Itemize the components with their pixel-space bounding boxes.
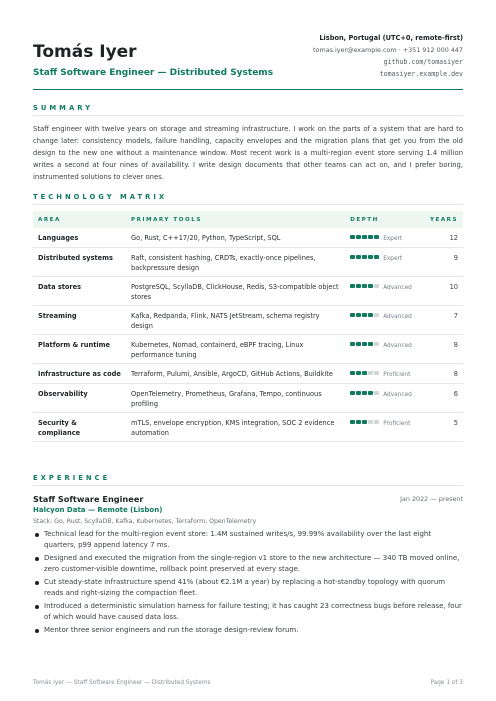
job-company: Halcyon Data — Remote (Lisbon) xyxy=(33,506,163,514)
table-row xyxy=(33,384,463,413)
github-link[interactable]: github.com/tomasiyer xyxy=(383,58,463,66)
summary-section-heading xyxy=(33,104,463,116)
years-cell: 6 xyxy=(425,384,463,413)
depth-meter xyxy=(350,368,380,378)
depth-dot xyxy=(362,235,367,239)
area-cell: Languages xyxy=(33,228,126,248)
depth-dot xyxy=(350,420,355,424)
depth-dot xyxy=(356,391,361,395)
column-header-depth: DEPTH xyxy=(345,211,425,228)
job-bullet: Technical lead for the multi-region event store: 1.4M sustained writes/s, 99.99% availability over the last eight quarters, p99 append latency 7 ms. xyxy=(33,529,463,551)
technology-matrix-body xyxy=(33,228,463,442)
footer-name: Tomás Iyer — Staff Software Engineer — Distributed Systems xyxy=(33,680,211,686)
depth-meter xyxy=(350,281,380,291)
depth-dot xyxy=(362,420,367,424)
table-row xyxy=(33,364,463,384)
depth-dot xyxy=(350,342,355,346)
depth-dot xyxy=(374,284,379,288)
area-cell: Observability xyxy=(33,384,126,413)
depth-dot xyxy=(368,391,373,395)
tech-heading: TECHNOLOGY MATRIX xyxy=(33,193,168,201)
years-cell: 7 xyxy=(425,306,463,335)
area-cell: Distributed systems xyxy=(33,248,126,277)
depth-cell xyxy=(345,335,425,364)
depth-dot xyxy=(356,235,361,239)
depth-dot xyxy=(350,255,355,259)
depth-dot xyxy=(368,371,373,375)
table-row xyxy=(33,306,463,335)
years-cell: 8 xyxy=(425,335,463,364)
depth-dot xyxy=(368,255,373,259)
depth-dot xyxy=(356,342,361,346)
section-divider xyxy=(33,204,463,205)
column-header-years: YEARS xyxy=(425,211,463,228)
depth-dot xyxy=(356,420,361,424)
depth-level: Advanced xyxy=(383,392,412,398)
job-title: Staff Software Engineer xyxy=(33,494,144,504)
depth-meter xyxy=(350,252,380,262)
job-stack: Stack: Go, Rust, ScyllaDB, Kafka, Kubernetes, Terraform, OpenTelemetry xyxy=(33,518,257,525)
depth-dot xyxy=(350,313,355,317)
area-cell: Security & compliance xyxy=(33,413,126,442)
table-row xyxy=(33,335,463,364)
job-entry xyxy=(33,494,463,638)
depth-dot xyxy=(350,235,355,239)
depth-level: Proficient xyxy=(383,372,411,378)
table-row xyxy=(33,413,463,442)
depth-dot xyxy=(350,391,355,395)
depth-meter xyxy=(350,310,380,320)
summary-text: Staff engineer with twelve years on storage and streaming infrastructure. I work on the parts of a system that are hard to change later: consistency models, failure handling, capacity envelopes and the migration plans that get you from the old design to the new one without a maintenance window. Most recent work is a multi-region event store serving 1.4 million writes a second at four nines of availability. I write design documents that other teams can act on, and I prefer boring, instrumented solutions to clever ones. xyxy=(33,125,463,181)
depth-level: Expert xyxy=(383,256,403,262)
candidate-name: Tomás Iyer xyxy=(33,42,137,62)
depth-cell xyxy=(345,228,425,248)
job-bullet: Introduced a deterministic simulation harness for failure testing; it has caught 23 correctness bugs before release, four of which would have caused data loss. xyxy=(33,601,463,623)
years-cell: 10 xyxy=(425,277,463,306)
tools-cell: PostgreSQL, ScyllaDB, ClickHouse, Redis, S3-compatible object stores xyxy=(126,277,345,306)
depth-dot xyxy=(356,371,361,375)
area-cell: Platform & runtime xyxy=(33,335,126,364)
resume-header xyxy=(33,0,463,90)
depth-dot xyxy=(362,371,367,375)
table-header-row xyxy=(33,211,463,228)
section-divider xyxy=(33,485,463,486)
depth-dot xyxy=(374,255,379,259)
depth-dot xyxy=(350,284,355,288)
column-header-area: AREA xyxy=(33,211,126,228)
tools-cell: Kubernetes, Nomad, containerd, eBPF tracing, Linux performance tuning xyxy=(126,335,345,364)
column-header-tools: PRIMARY TOOLS xyxy=(126,211,345,228)
depth-dot xyxy=(374,342,379,346)
page-number: Page 1 of 3 xyxy=(430,680,463,686)
job-bullets xyxy=(33,529,463,636)
tools-cell: Raft, consistent hashing, CRDTs, exactly-once pipelines, backpressure design xyxy=(126,248,345,277)
depth-cell xyxy=(345,277,425,306)
header-divider xyxy=(33,89,463,90)
depth-level: Advanced xyxy=(383,314,412,320)
depth-dot xyxy=(368,342,373,346)
depth-meter xyxy=(350,388,380,398)
depth-dot xyxy=(374,420,379,424)
depth-dot xyxy=(362,284,367,288)
table-row xyxy=(33,228,463,248)
depth-meter xyxy=(350,339,380,349)
depth-cell xyxy=(345,364,425,384)
depth-dot xyxy=(362,255,367,259)
depth-dot xyxy=(374,391,379,395)
depth-dot xyxy=(368,235,373,239)
experience-section-heading xyxy=(33,474,463,486)
depth-dot xyxy=(356,255,361,259)
years-cell: 5 xyxy=(425,413,463,442)
area-cell: Infrastructure as code xyxy=(33,364,126,384)
depth-cell xyxy=(345,306,425,335)
job-bullet: Cut steady-state infrastructure spend 41% (about €2.1M a year) by replacing a hot-standby topology with quorum reads and right-sizing the compaction fleet. xyxy=(33,577,463,599)
job-bullet: Mentor three senior engineers and run the storage design-review forum. xyxy=(33,625,463,636)
depth-cell xyxy=(345,248,425,277)
job-bullet: Designed and executed the migration from the single-region v1 store to the new architecture — 340 TB moved online, zero customer-visible downtime, rollback point preserved at every stage. xyxy=(33,553,463,575)
resume-page xyxy=(33,0,463,634)
tools-cell: Kafka, Redpanda, Flink, NATS JetStream, schema registry design xyxy=(126,306,345,335)
tech-section-heading xyxy=(33,193,463,205)
depth-meter xyxy=(350,417,380,427)
depth-dot xyxy=(374,235,379,239)
years-cell: 9 xyxy=(425,248,463,277)
summary-heading: SUMMARY xyxy=(33,104,93,112)
depth-cell xyxy=(345,413,425,442)
tools-cell: mTLS, envelope encryption, KMS integration, SOC 2 evidence automation xyxy=(126,413,345,442)
depth-dot xyxy=(356,313,361,317)
depth-dot xyxy=(356,284,361,288)
depth-level: Proficient xyxy=(383,421,411,427)
depth-level: Advanced xyxy=(383,343,412,349)
tools-cell: Terraform, Pulumi, Ansible, ArgoCD, GitHub Actions, Buildkite xyxy=(126,364,345,384)
technology-matrix-table xyxy=(33,211,463,442)
tools-cell: OpenTelemetry, Prometheus, Grafana, Tempo, continuous profiling xyxy=(126,384,345,413)
depth-dot xyxy=(368,313,373,317)
depth-dot xyxy=(362,313,367,317)
depth-dot xyxy=(368,420,373,424)
experience-heading: EXPERIENCE xyxy=(33,474,111,482)
section-divider xyxy=(33,115,463,116)
contact-block xyxy=(313,33,463,80)
job-dates: Jan 2022 — present xyxy=(400,495,463,503)
table-row xyxy=(33,248,463,277)
depth-dot xyxy=(374,371,379,375)
location: Lisbon, Portugal (UTC+0, remote-first) xyxy=(319,34,463,42)
depth-level: Advanced xyxy=(383,285,412,291)
depth-dot xyxy=(368,284,373,288)
depth-dot xyxy=(350,371,355,375)
table-row xyxy=(33,277,463,306)
website-link[interactable]: tomasiyer.example.dev xyxy=(379,70,463,78)
depth-dot xyxy=(362,342,367,346)
years-cell: 8 xyxy=(425,364,463,384)
depth-dot xyxy=(374,313,379,317)
depth-cell xyxy=(345,384,425,413)
area-cell: Streaming xyxy=(33,306,126,335)
email-phone[interactable]: tomas.iyer@example.com · +351 912 000 447 xyxy=(313,46,463,54)
candidate-role: Staff Software Engineer — Distributed Systems xyxy=(33,68,274,78)
area-cell: Data stores xyxy=(33,277,126,306)
depth-level: Expert xyxy=(383,236,403,242)
depth-meter xyxy=(350,232,380,242)
depth-dot xyxy=(362,391,367,395)
tools-cell: Go, Rust, C++17/20, Python, TypeScript, SQL xyxy=(126,228,345,248)
years-cell: 12 xyxy=(425,228,463,248)
